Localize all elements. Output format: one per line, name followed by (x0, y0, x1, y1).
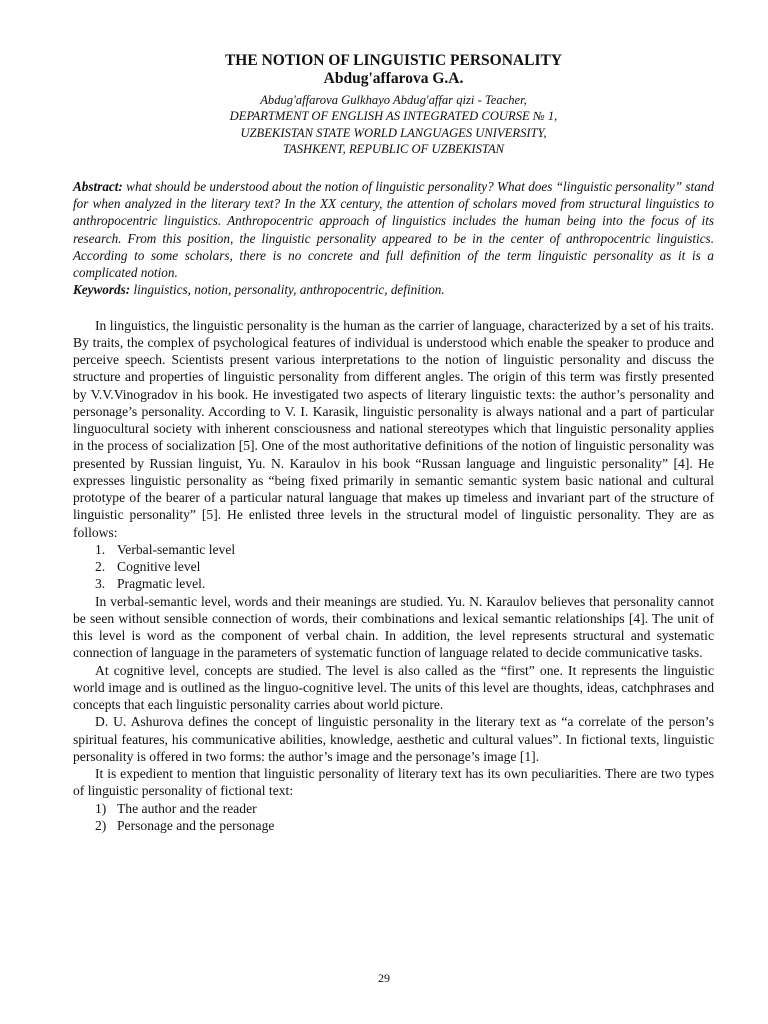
paragraph: D. U. Ashurova defines the concept of linguistic personality in the literary text as “a correlate of the person’s spiritual features, his communicative abilities, knowledge, aesthetic and cultural values”. In fictional texts, linguistic personality is offered in two forms: the author’s image and the personage’s image [1]. (73, 714, 714, 764)
abstract-text: what should be understood about the notion of linguistic personality? What does “linguistic personality” stand for when analyzed in the literary text? In the XX century, the attention of scholars moved from structural linguistics to anthropocentric linguistics. Anthropocentric approach of linguistics includes the human being into the focus of its research. From this position, the linguistic personality appeared to be in the center of anthropocentric linguistics. According to some scholars, there is no concrete and full definition of the term linguistic personality as it is a complicated notion. (73, 178, 714, 281)
list-item (73, 800, 714, 817)
paragraph: At cognitive level, concepts are studied. The level is also called as the “first” one. It represents the linguistic world image and is outlined as the linguo-cognitive level. The units of this level are thoughts, ideas, catchphrases and concepts that each linguistic personality carries about world picture. (73, 662, 714, 713)
list-number: 2. (95, 559, 106, 575)
list-item (73, 558, 714, 575)
list-text: Pragmatic level. (117, 576, 206, 592)
page-number: 29 (378, 971, 390, 985)
list-text: The author and the reader (117, 800, 257, 816)
affiliation-line: DEPARTMENT OF ENGLISH AS INTEGRATED COURSE № 1, (229, 109, 558, 124)
levels-list (73, 541, 714, 593)
paper-page (73, 52, 714, 834)
keywords (73, 281, 714, 298)
abstract-label: Abstract: (73, 178, 123, 194)
paper-author: Abdug'affarova G.A. (323, 70, 464, 87)
keywords-label: Keywords: (73, 282, 131, 298)
paragraph: In linguistics, the linguistic personality is the human as the carrier of language, characterized by a set of his traits. By traits, the complex of psychological features of individual is understood which enable the speaker to produce and perceive speech. Scientists present various interpretations to the notion of linguistic personality and discuss the structure and properties of linguistic personality from different angles. The origin of this term was firstly presented by V.V.Vinogradov in his book. He investigated two aspects of literary linguistic texts: the author’s personality and personage’s personality. According to V. I. Karasik, linguistic personality is always national and a part of particular linguocultural society with inherent consciousness and national stereotypes which that linguistic personality applies in the process of socialization [5]. One of the most authoritative definitions of the notion of linguistic personality was presented by Russian linguist, Yu. N. Karaulov in his book “Russan language and linguistic personality” [4]. He expresses linguistic personality as “being fixed primarily in semantic semantic system basic national and cultural prototype of the bearer of a particular natural language that makes up timeless and invariant part of the structure of linguistic personality” [5]. He enlisted three levels in the structural model of linguistic personality. They are as follows: (73, 317, 714, 540)
list-number: 1) (95, 800, 107, 816)
paragraph: It is expedient to mention that linguistic personality of literary text has its own peculiarities. There are two types of linguistic personality of fictional text: (73, 766, 714, 799)
list-text: Cognitive level (117, 559, 201, 575)
keywords-text: linguistics, notion, personality, anthropocentric, definition. (130, 282, 445, 298)
main-text (73, 317, 714, 835)
list-item (73, 541, 714, 558)
list-text: Verbal-semantic level (117, 541, 236, 557)
abstract (73, 178, 714, 282)
affiliation-line: TASHKENT, REPUBLIC OF UZBEKISTAN (282, 142, 505, 157)
list-number: 2) (95, 817, 107, 833)
list-text: Personage and the personage (117, 817, 275, 833)
list-number: 1. (95, 541, 106, 557)
paragraph: In verbal-semantic level, words and their meanings are studied. Yu. N. Karaulov believes that personality cannot be seen without sensible connection of words, their combinations and lexical semantic relationships [4]. The unit of this level is word as the component of verbal chain. In addition, the level represents structural and systematic connection of language in the parameters of systematic function of language related to decide communicative tasks. (73, 593, 714, 661)
list-item (73, 575, 714, 592)
types-list (73, 800, 714, 835)
paper-title: THE NOTION OF LINGUISTIC PERSONALITY (224, 52, 563, 69)
affiliation-line: Abdug'affarova Gulkhayo Abdug'affar qizi - Teacher, (260, 93, 527, 107)
list-item (73, 817, 714, 834)
author-affiliation (73, 92, 714, 158)
list-number: 3. (95, 576, 106, 592)
affiliation-line: UZBEKISTAN STATE WORLD LANGUAGES UNIVERSITY, (240, 125, 547, 140)
